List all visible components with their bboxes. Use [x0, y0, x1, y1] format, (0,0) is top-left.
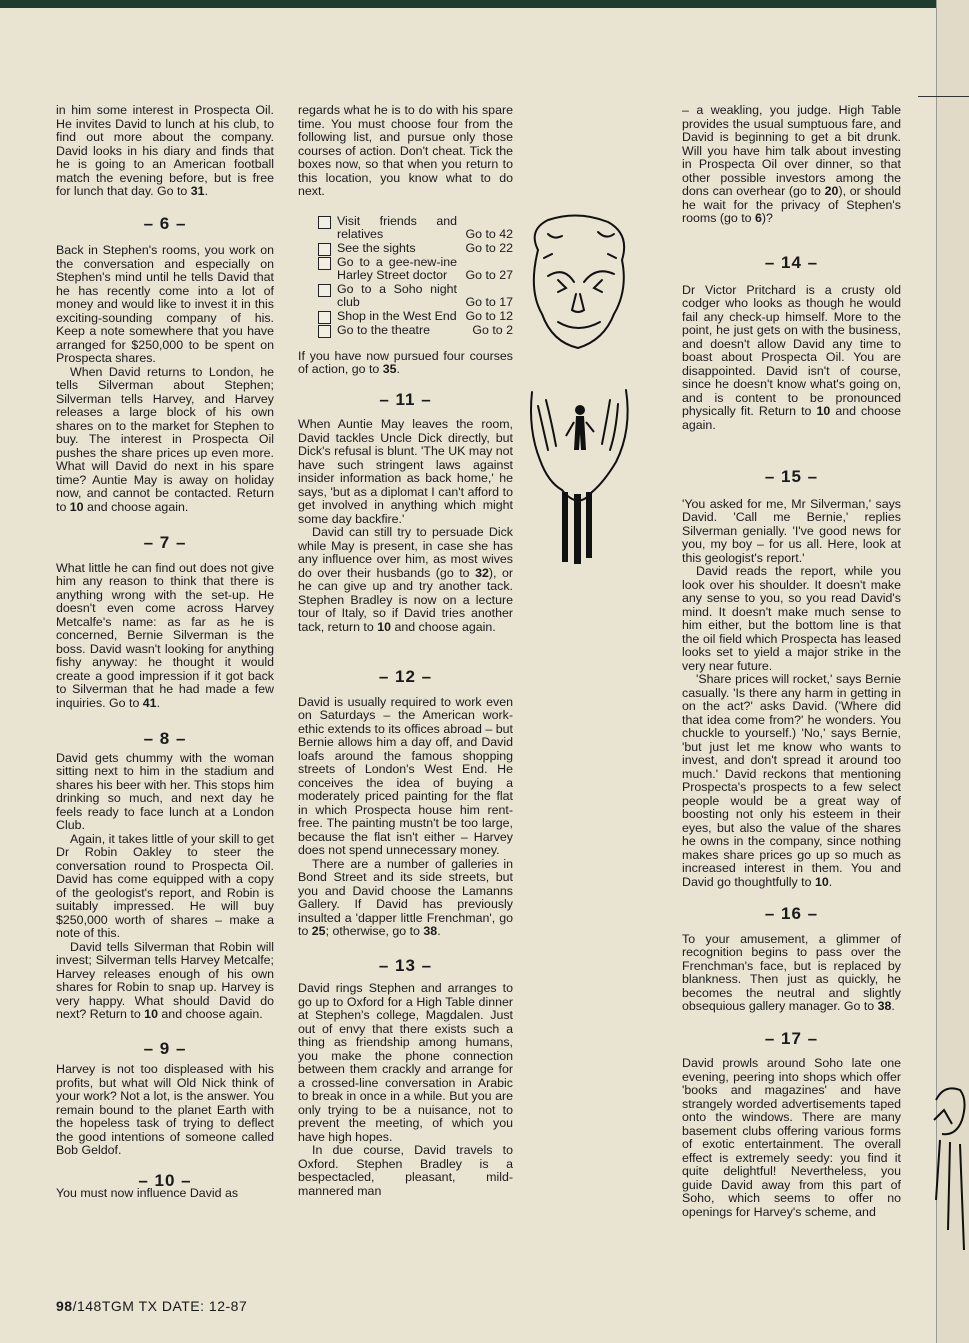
paragraph: You must now influence David as — [56, 1186, 239, 1200]
checkbox[interactable] — [318, 284, 331, 297]
section-heading-11: – 11 – — [379, 389, 432, 409]
choice-item[interactable]: Shop in the West End Go to 12 — [318, 310, 513, 324]
column-1 — [56, 104, 274, 1201]
checkbox[interactable] — [318, 257, 331, 270]
paragraph: – a weakling, you judge. High Table provides the usual sumptuous fare, and David is beginning to get a bit drunk. Will you have him talk about investing in Prospecta Oil over dinner, so that other possible investors among the dons can overhear (go to 20), or should he wait for the privacy of Stephen's rooms (go to 6)? — [682, 103, 901, 225]
section-heading-17: – 17 – — [764, 1028, 819, 1048]
page-number: 98 — [56, 1298, 73, 1314]
section-heading-12: – 12 – — [378, 667, 433, 686]
choice-item[interactable]: Go to the theatre Go to 2 — [318, 324, 513, 338]
paragraph: To your amusement, a glimmer of recognition begins to pass over the Frenchman's face, but is replaced by blankness. Then just as quickly, he becomes the neutral and slightly obsequious gallery manager. Go to 38. — [682, 931, 901, 1013]
choice-item[interactable]: See the sights Go to 22 — [318, 242, 513, 256]
top-border — [0, 0, 969, 8]
paragraph: What little he can find out does not give him any reason to think that there is anything wrong with the set-up. He doesn't even come across Harvey Metcalfe's name: as far as he is concerned, Bernie Silverman is the boss. David wasn't looking for anything fishy anyway: he thought it would create a good impression if it got back to Silverman that he had made a few inquiries. Go to 41. — [56, 560, 274, 710]
paragraph: regards what he is to do with his spare time. You must choose four from the following list, and pursue only those courses of action. Don't cheat. Tick the boxes now, so that when you return to this location, you know what to do next. — [298, 103, 513, 198]
checkbox[interactable] — [318, 311, 331, 324]
paragraph: Harvey is not too displeased with his profits, but what will Old Nick think of your work? Not a lot, is the answer. You remain bound to the planet Earth with the hopeless task of trying to deflect the good intentions of someone called Bob Geldof. — [56, 1062, 274, 1157]
section-heading-6: – 6 – — [143, 213, 187, 233]
paragraph: David is usually required to work even on Saturdays – the American work-ethic extends to its offices abroad – but Bernie allows him a day off, and David loafs around the famous shopping streets of London's West End. He conceives the idea of buying a moderately priced painting for the flat in which Prospecta house him rent-free. The painting mustn't be too large, because the flat isn't either – Harvey does not spend unnecessary money. — [298, 694, 513, 857]
paragraph: When Auntie May leaves the room, David tackles Uncle Dick directly, but Dick's refusal is blunt. 'The UK may not have such stringent laws against insider information as back home,' he says, 'but as a diplomat I can't afford to get involved in anything which might some day backfire.' — [298, 417, 513, 526]
rule-line — [918, 96, 969, 97]
choice-item[interactable]: Go to a Soho night club Go to 17 — [318, 283, 513, 310]
section-heading-15: – 15 – — [764, 467, 819, 486]
choice-item[interactable]: Go to a gee-new-ine Harley Street doctor Go to 27 — [318, 256, 513, 283]
paragraph: Dr Victor Pritchard is a crusty old codger who looks as though he would fail any check-up himself. More to the point, he just gets on with the business, and doesn't allow David any time to boast about Prospecta Oil. You are disappointed. David isn't of course, since he doesn't know what's going on, and is content to be pronounced physically fit. Return to 10 and choose again. — [682, 282, 901, 432]
checkbox[interactable] — [318, 243, 331, 256]
page-footer — [56, 1298, 247, 1314]
column-3-intro — [682, 104, 901, 226]
issue-info: /148TGM TX DATE: 12-87 — [72, 1298, 248, 1314]
paragraph: 'You asked for me, Mr Silverman,' says David. 'Call me Bernie,' replies Silverman genially. 'I've good news for you, my boy – for us all. Here, look at this geologist's report.' — [682, 496, 901, 565]
column-2 — [298, 104, 513, 1198]
checkbox[interactable] — [318, 216, 331, 229]
devil-face-hands-illustration — [518, 210, 638, 570]
section-heading-9: – 9 – — [143, 1038, 187, 1058]
paragraph: David reads the report, while you look over his shoulder. It doesn't make any sense to you, so you read David's mind. It doesn't make much sense to him either, but the bottom line is that the oil field which Prospecta has leased looks set to yield a major strike in the very near future. — [682, 564, 901, 673]
choice-item[interactable]: Visit friends and relatives Go to 42 — [318, 215, 513, 242]
section-heading-10: – 10 – — [138, 1170, 192, 1190]
paragraph: David rings Stephen and arranges to go up to Oxford for a High Table dinner at Stephen's college, Magdalen. Just out of envy that there exists such a thing as friendship among humans, you make the phone connection between them crackly and arrange for a crossed-line conversation in Arabic to break in once in a while. But you are only trying to be a nuisance, not to prevent the meeting, of which you have high hopes. — [298, 981, 513, 1144]
paragraph: There are a number of galleries in Bond Street and its side streets, but you and David choose the Lamanns Gallery. If David has previously insulted a 'dapper little Frenchman', go to 25; otherwise, go to 38. — [298, 856, 513, 938]
paragraph: Back in Stephen's rooms, you work on the conversation and especially on Stephen's mind until he tells David that he has recently come into a lot of money and would like to invest it in this exciting-sounding company of his. Keep a note somewhere that you have arranged for $250,000 to be spent on Prospecta shares. — [56, 243, 274, 365]
choice-list — [318, 215, 513, 338]
paragraph: in him some interest in Prospecta Oil. He invites David to lunch at his club, to find out more about the company. David looks in his diary and finds that he is going to an American football match the evening before, but is free for lunch that day. Go to 31. — [56, 103, 274, 198]
paragraph: 'Share prices will rocket,' says Bernie casually. 'Is there any harm in getting in on the act?' asks David. ('Where did that idea come from?' he wonders. You chuckle to yourself.) 'No,' says Bernie, 'but just let me know who wants to invest, and don't spread it around too much.' David reckons that mentioning Prospecta's prospects to a few select people would be a great way of boosting not only his esteem in their eyes, but also the value of the shares he owns in the company, since nothing makes share prices go up so much as increased interest in them. You and David go thoughtfully to 10. — [682, 672, 901, 889]
paragraph: When David returns to London, he tells Silverman about Stephen; Silverman tells Harvey, and Harvey releases a large block of his own shares on to the market for Stephen to buy. The interest in Prospecta Oil pushes the share prices up even more. What will David do next in his spare time? Auntie May is away on holiday now, and cannot be contacted. Return to 10 and choose again. — [56, 364, 274, 514]
section-heading-13: – 13 – — [378, 955, 433, 975]
paragraph: In due course, David travels to Oxford. Stephen Bradley is a bespectacled, pleasant, mild-mannered man — [298, 1143, 513, 1198]
section-heading-16: – 16 – — [764, 904, 819, 923]
paragraph: David tells Silverman that Robin will invest; Silverman tells Harvey Metcalfe; Harvey releases enough of his own shares for Robin to snap up. Harvey is very happy. What should David do next? Return to 10 and choose again. — [56, 939, 274, 1021]
column-3 — [682, 253, 901, 1219]
checkbox[interactable] — [318, 325, 331, 338]
paragraph: David prowls around Soho late one evening, peering into shops which offer 'books and magazines' and have strangely worded advertisements taped onto the windows. There are many basement clubs offering various forms of exotic entertainment. The overall effect is extremely seedy: you find it quite delightful! Nevertheless, you guide David away from this part of Soho, which seems to offer no openings for Harvey's scheme, and — [682, 1056, 901, 1219]
paragraph: David can still try to persuade Dick while May is present, in case she has any influence over him, as most wives do over their husbands (go to 32), or he can give up and try another tack. Stephen Bradley is now on a lecture tour of Italy, so if David tries another tack, return to 10 and choose again. — [298, 525, 513, 634]
paragraph: If you have now pursued four courses of action, go to 35. — [298, 348, 513, 376]
section-heading-14: – 14 – — [764, 253, 819, 272]
paragraph: Again, it takes little of your skill to get Dr Robin Oakley to steer the conversation round to Prospecta Oil. David has come equipped with a copy of the geologist's report, and Robin is suitably impressed. He will buy $250,000 worth of shares – make a note of this. — [56, 831, 274, 940]
paragraph: David gets chummy with the woman sitting next to him in the stadium and shares his beer with her. This stops him drinking so much, and next day he feels ready to face lunch at a London Club. — [56, 750, 274, 832]
sketch-fragment-illustration — [930, 1080, 969, 1280]
section-heading-8: – 8 – — [143, 729, 187, 748]
section-heading-7: – 7 – — [143, 533, 187, 552]
